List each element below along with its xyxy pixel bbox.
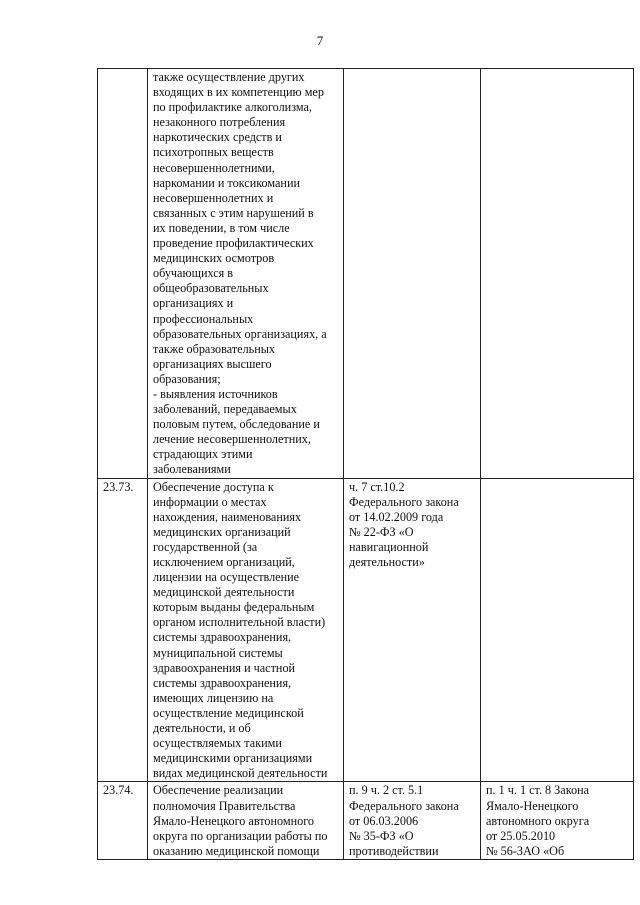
federal-basis-cell: ч. 7 ст.10.2 Федерального закона от 14.02.2009 года № 22-ФЗ «О навигационной деятельности» [344, 478, 481, 782]
row-number-cell: 23.74. [98, 782, 148, 859]
table-row [98, 69, 634, 479]
row-number-cell: 23.73. [98, 478, 148, 782]
description-cell: Обеспечение доступа к информации о местах нахождения, наименованиях медицинских организаций государственной (за исключением организаций, лицензии на осуществление медицинской деятельности которым выданы федеральным органом исполнительной власти) системы здравоохранения, муниципальной системы здравоохранения и частной системы здравоохранения, имеющих лицензию на осуществление медицинской деятельности, и об осуществляемых такими медицинскими организациями видах медицинской деятельности [148, 478, 344, 782]
federal-basis-cell [344, 69, 481, 479]
table-row [98, 782, 634, 859]
regional-basis-cell [481, 69, 634, 479]
regional-basis-cell: п. 1 ч. 1 ст. 8 Закона Ямало-Ненецкого автономного округа от 25.05.2010 № 56-ЗАО «Об [481, 782, 634, 859]
description-cell: также осуществление других входящих в их компетенцию мер по профилактике алкоголизма, незаконного потребления наркотических средств и психотропных веществ несовершеннолетними, наркомании и токсикомании несовершеннолетних и связанных с этим нарушений в их поведении, в том числе проведение профилактических медицинских осмотров обучающихся в общеобразовательных организациях и профессиональных образовательных организациях, а также образовательных организациях высшего образования; - выявления источников заболеваний, передаваемых половым путем, обследование и лечение несовершеннолетних, страдающих этими заболеваниями [148, 69, 344, 479]
description-cell: Обеспечение реализации полномочия Правительства Ямало-Ненецкого автономного округа по организации работы по оказанию медицинской помощи [148, 782, 344, 859]
federal-basis-cell: п. 9 ч. 2 ст. 5.1 Федерального закона от 06.03.2006 № 35-ФЗ «О противодействии [344, 782, 481, 859]
row-number-cell [98, 69, 148, 479]
table-row [98, 478, 634, 782]
authority-table [97, 68, 634, 860]
regional-basis-cell [481, 478, 634, 782]
page-number: 7 [316, 33, 324, 48]
